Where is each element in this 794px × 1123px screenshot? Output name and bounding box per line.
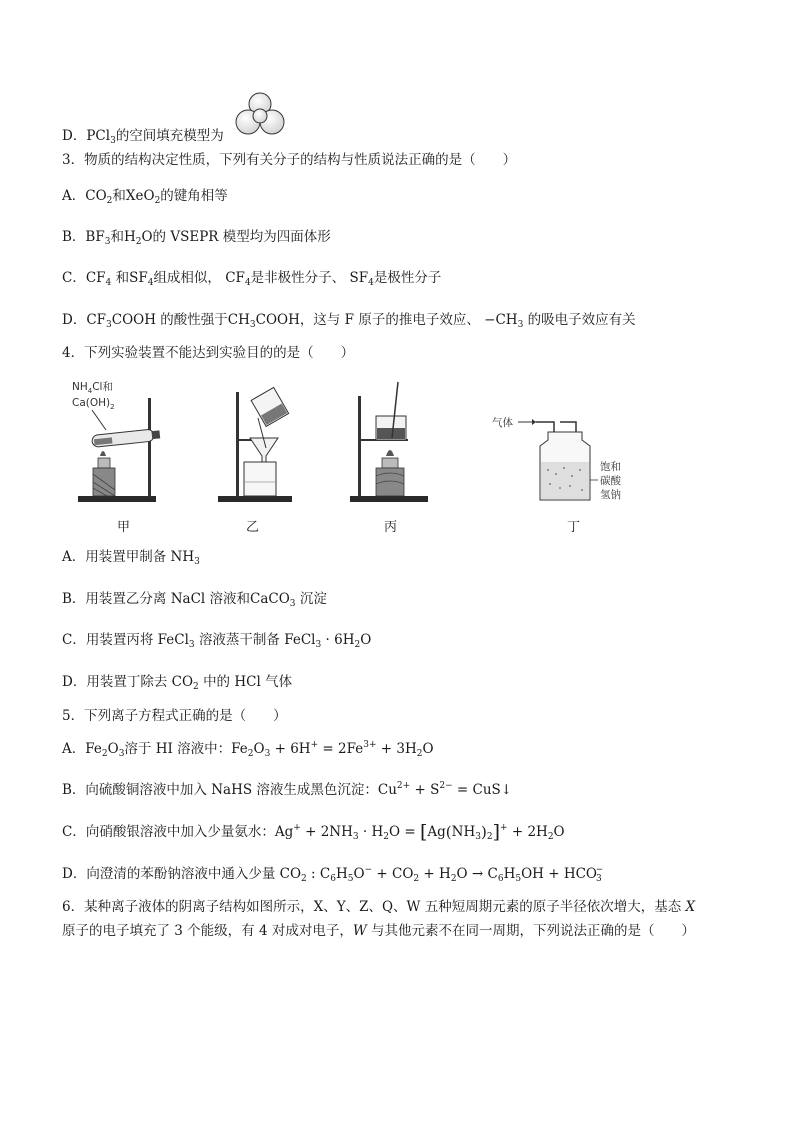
q3-stem: 3．物质的结构决定性质，下列有关分子的结构与性质说法正确的是（ ） xyxy=(62,152,517,168)
q3-option-a: A．$CO_2$和XeO$_2$的键角相等 xyxy=(62,188,228,206)
q3-option-c: C．$CF_4$ 和$SF_4$组成相似， $CF_4$是非极性分子、 $SF_4$是极性分子 xyxy=(62,270,442,288)
svg-text:氢钠: 氢钠 xyxy=(600,489,621,501)
q5-option-a: A．$Fe_2O_3$溶于 HI 溶液中：$Fe_2O_3 + 6H^+ = 2Fe^{3+} + 3H_2O$ xyxy=(62,740,434,759)
svg-text:碳酸: 碳酸 xyxy=(600,475,621,487)
svg-text:气体: 气体 xyxy=(492,417,513,429)
apparatus-jia xyxy=(70,378,180,512)
caption-ding: 丁 xyxy=(567,520,581,535)
pcl3-model-image xyxy=(234,92,286,142)
q4-option-d: D．用装置丁除去 $CO_2$ 中的 HCl 气体 xyxy=(62,674,293,692)
q6-line-2: 原子的电子填充了 3 个能级，有 4 对成对电子，W 与其他元素不在同一周期，下列说法正确的是（ ） xyxy=(62,923,696,939)
q3-option-b: B．$BF_3$和$H_2O$的 VSEPR 模型均为四面体形 xyxy=(62,229,331,247)
svg-text:NH4Cl和: $NH_4Cl$和 xyxy=(72,381,113,395)
q3-option-d: D．$CF_3COOH$ 的酸性强于$CH_3COOH$，这与 F 原子的推电子效应、 $-CH_3$ 的吸电子效应有关 xyxy=(62,312,636,330)
caption-bing: 丙 xyxy=(384,520,398,535)
caption-jia: 甲 xyxy=(117,520,131,535)
apparatus-bing xyxy=(348,378,438,512)
apparatus-ding xyxy=(490,410,630,514)
q4-option-a: A．用装置甲制备 $NH_3$ xyxy=(62,549,200,567)
q2-option-d: D．PCl$_3$的空间填充模型为 xyxy=(62,128,224,146)
q5-option-b: B．向硫酸铜溶液中加入 NaHS 溶液生成黑色沉淀：$Cu^{2+} + S^{2-}$ = CuS↓ xyxy=(62,781,513,798)
q4-stem: 4．下列实验装置不能达到实验目的的是（ ） xyxy=(62,345,355,361)
q4-option-b: B．用装置乙分离 NaCl 溶液和CaCO$_3$ 沉淀 xyxy=(62,591,327,609)
q5-option-d: D．向澄清的苯酚钠溶液中通入少量 $CO_2$ : $C_6H_5O^- + CO_2 + H_2O \to C_6H_5OH + HCO_3^-$ xyxy=(62,865,604,884)
svg-text:Ca(OH)2: $Ca(OH)_2$ xyxy=(72,397,115,411)
q6-line-1: 6．某种离子液体的阴离子结构如图所示，X、Y、Z、Q、W 五种短周期元素的原子半径依次增大，基态 X xyxy=(62,899,696,915)
caption-yi: 乙 xyxy=(246,520,260,535)
svg-text:饱和: 饱和 xyxy=(600,461,621,473)
q5-stem: 5．下列离子方程式正确的是（ ） xyxy=(62,708,287,724)
apparatus-yi xyxy=(214,378,304,512)
q4-option-c: C．用装置丙将 FeCl$_3$ 溶液蒸干制备 FeCl$_3$ · $6H_2O$ xyxy=(62,632,372,650)
q5-option-c: C．向硝酸银溶液中加入少量氨水：$Ag^+ + 2NH_3 \cdot H_2O = [Ag(NH_3)_2]^+ + 2H_2O$ xyxy=(62,821,565,843)
